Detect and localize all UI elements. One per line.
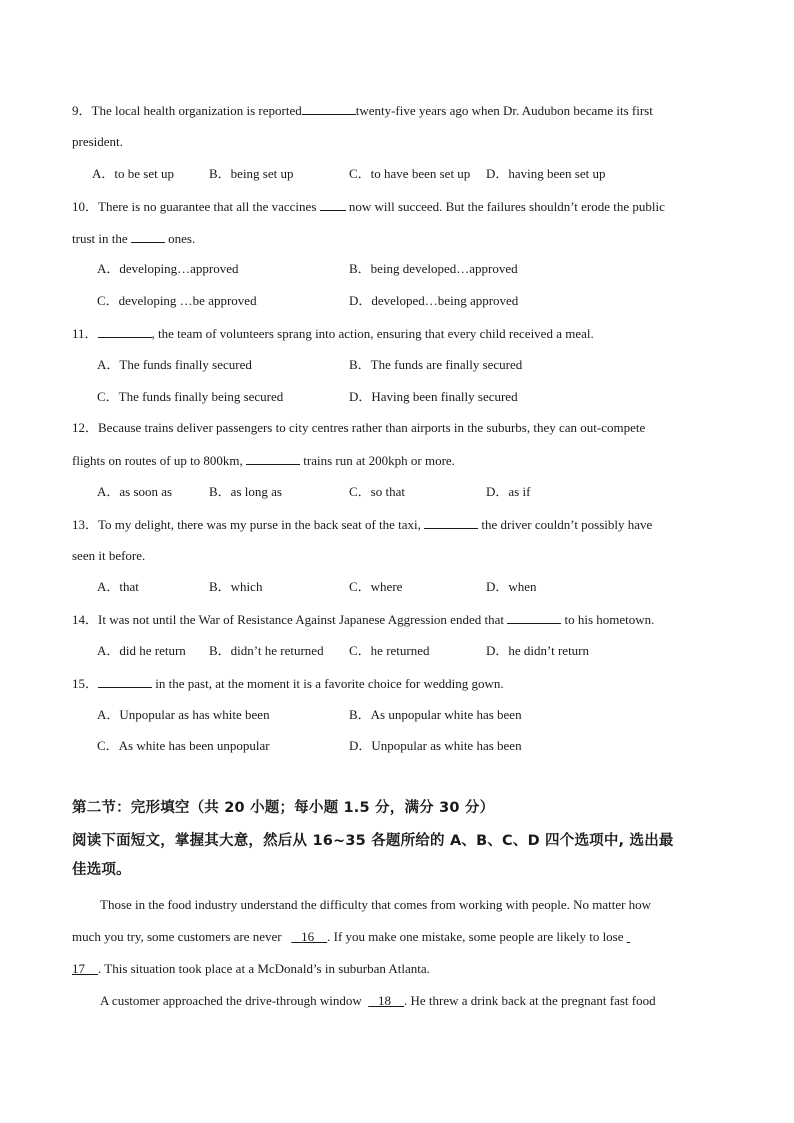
question-10-text-post2: ones. [168, 231, 196, 246]
cloze-blank-18 [368, 993, 404, 1008]
answer-blank [320, 198, 346, 211]
question-11-option-b: B．The funds are finally secured [349, 357, 523, 372]
question-12-stem: 12．Because trains deliver passengers to city centres rather than airports in the suburbs, they can out-compete [72, 420, 646, 435]
cloze-blank-number: 18 [377, 993, 391, 1008]
question-12-option-d: D．as if [486, 484, 531, 499]
question-11-option-d: D．Having been finally secured [349, 389, 518, 404]
question-12-option-c: C．so that [349, 484, 405, 499]
passage-text: . He threw a drink back at the pregnant fast food [403, 993, 656, 1008]
question-15-stem [72, 675, 504, 692]
question-14-option-a: A．did he return [97, 643, 186, 658]
question-9-stem [72, 102, 653, 119]
question-14-option-c: C．he returned [349, 643, 430, 658]
question-9-text-pre: 9．The local health organization is reported [72, 103, 302, 118]
section-2-instruction-line-1: 阅读下面短文，掌握其大意，然后从 16~35 各题所给的 A、B、C、D 四个选项中, 选出最 [72, 833, 674, 849]
question-10-option-b: B．being developed…approved [349, 261, 518, 276]
question-11-stem [72, 325, 594, 342]
passage-line-3 [72, 961, 724, 977]
question-10-text-post: now will succeed. But the failures shouldn’t erode the public [348, 199, 665, 214]
passage-line-1: Those in the food industry understand the difficulty that comes from working with people. No matter how [100, 897, 652, 912]
question-12-option-b: B．as long as [209, 484, 282, 499]
question-10-text-pre: 10．There is no guarantee that all the vaccines [72, 199, 317, 214]
question-15-option-d: D．Unpopular as white has been [349, 738, 522, 753]
question-12-text-post: trains run at 200kph or more. [303, 453, 455, 468]
question-11-option-c: C．The funds finally being secured [97, 389, 284, 404]
question-12-stem-continued [72, 452, 455, 469]
question-9-option-a: A．to be set up [92, 166, 174, 181]
answer-blank [98, 325, 152, 338]
question-15-option-b: B．As unpopular white has been [349, 707, 522, 722]
question-13-text-post: the driver couldn’t possibly have [481, 517, 653, 532]
question-15-text-post: in the past, at the moment it is a favorite choice for wedding gown. [155, 676, 504, 691]
answer-blank [507, 611, 561, 624]
question-13-stem-continued: seen it before. [72, 548, 146, 563]
cloze-blank-number: 16 [301, 929, 315, 944]
answer-blank [302, 102, 356, 115]
question-14-stem [72, 611, 654, 628]
question-14-text-post: to his hometown. [564, 612, 655, 627]
question-9-option-b: B．being set up [209, 166, 294, 181]
passage-line-2 [72, 929, 724, 945]
cloze-blank-number: 17 [72, 961, 85, 976]
question-15-option-c: C．As white has been unpopular [97, 738, 270, 753]
question-13-option-a: A．that [97, 579, 139, 594]
question-11-option-a: A．The funds finally secured [97, 357, 252, 372]
question-10-option-c: C．developing …be approved [97, 293, 257, 308]
question-9-stem-continued: president. [72, 134, 123, 149]
passage-text: much you try, some customers are never [72, 929, 282, 944]
section-2-title: 第二节：完形填空（共 20 小题；每小题 1.5 分，满分 30 分） [72, 800, 495, 816]
passage-text: . If you make one mistake, some people are likely to lose [327, 929, 624, 944]
section-2-instruction-line-2: 佳选项。 [72, 862, 131, 878]
question-13-option-d: D．when [486, 579, 537, 594]
question-9-option-c: C．to have been set up [349, 166, 471, 181]
passage-text: A customer approached the drive-through window [100, 993, 362, 1008]
answer-blank [131, 230, 165, 243]
question-12-text-pre: flights on routes of up to 800km, [72, 453, 243, 468]
question-13-stem [72, 516, 652, 533]
question-13-option-c: C．where [349, 579, 403, 594]
question-10-stem [72, 198, 665, 215]
answer-blank [246, 452, 300, 465]
question-14-option-d: D．he didn’t return [486, 643, 590, 658]
passage-text: . This situation took place at a McDonald’s in suburban Atlanta. [98, 961, 430, 976]
answer-blank [98, 675, 152, 688]
question-9-text-post: twenty-five years ago when Dr. Audubon became its first [355, 103, 653, 118]
question-14-option-b: B．didn’t he returned [209, 643, 324, 658]
question-13-text-pre: 13．To my delight, there was my purse in the back seat of the taxi, [72, 517, 421, 532]
answer-blank [424, 516, 478, 529]
cloze-blank-16 [291, 929, 327, 944]
question-15-number: 15． [72, 676, 99, 691]
question-13-option-b: B．which [209, 579, 263, 594]
question-10-option-d: D．developed…being approved [349, 293, 519, 308]
question-10-text-pre2: trust in the [72, 231, 128, 246]
question-10-option-a: A．developing…approved [97, 261, 239, 276]
passage-line-4 [72, 993, 724, 1009]
question-12-option-a: A．as soon as [97, 484, 173, 499]
cloze-blank-underline [627, 929, 630, 944]
question-15-option-a: A．Unpopular as has white been [97, 707, 270, 722]
cloze-blank-17 [72, 961, 98, 976]
question-9-option-d: D．having been set up [486, 166, 606, 181]
question-11-number: 11． [72, 326, 98, 341]
question-10-stem-continued [72, 230, 195, 247]
question-14-text-pre: 14．It was not until the War of Resistance Against Japanese Aggression ended that [72, 612, 504, 627]
question-11-text-post: , the team of volunteers sprang into action, ensuring that every child received a meal. [151, 326, 594, 341]
